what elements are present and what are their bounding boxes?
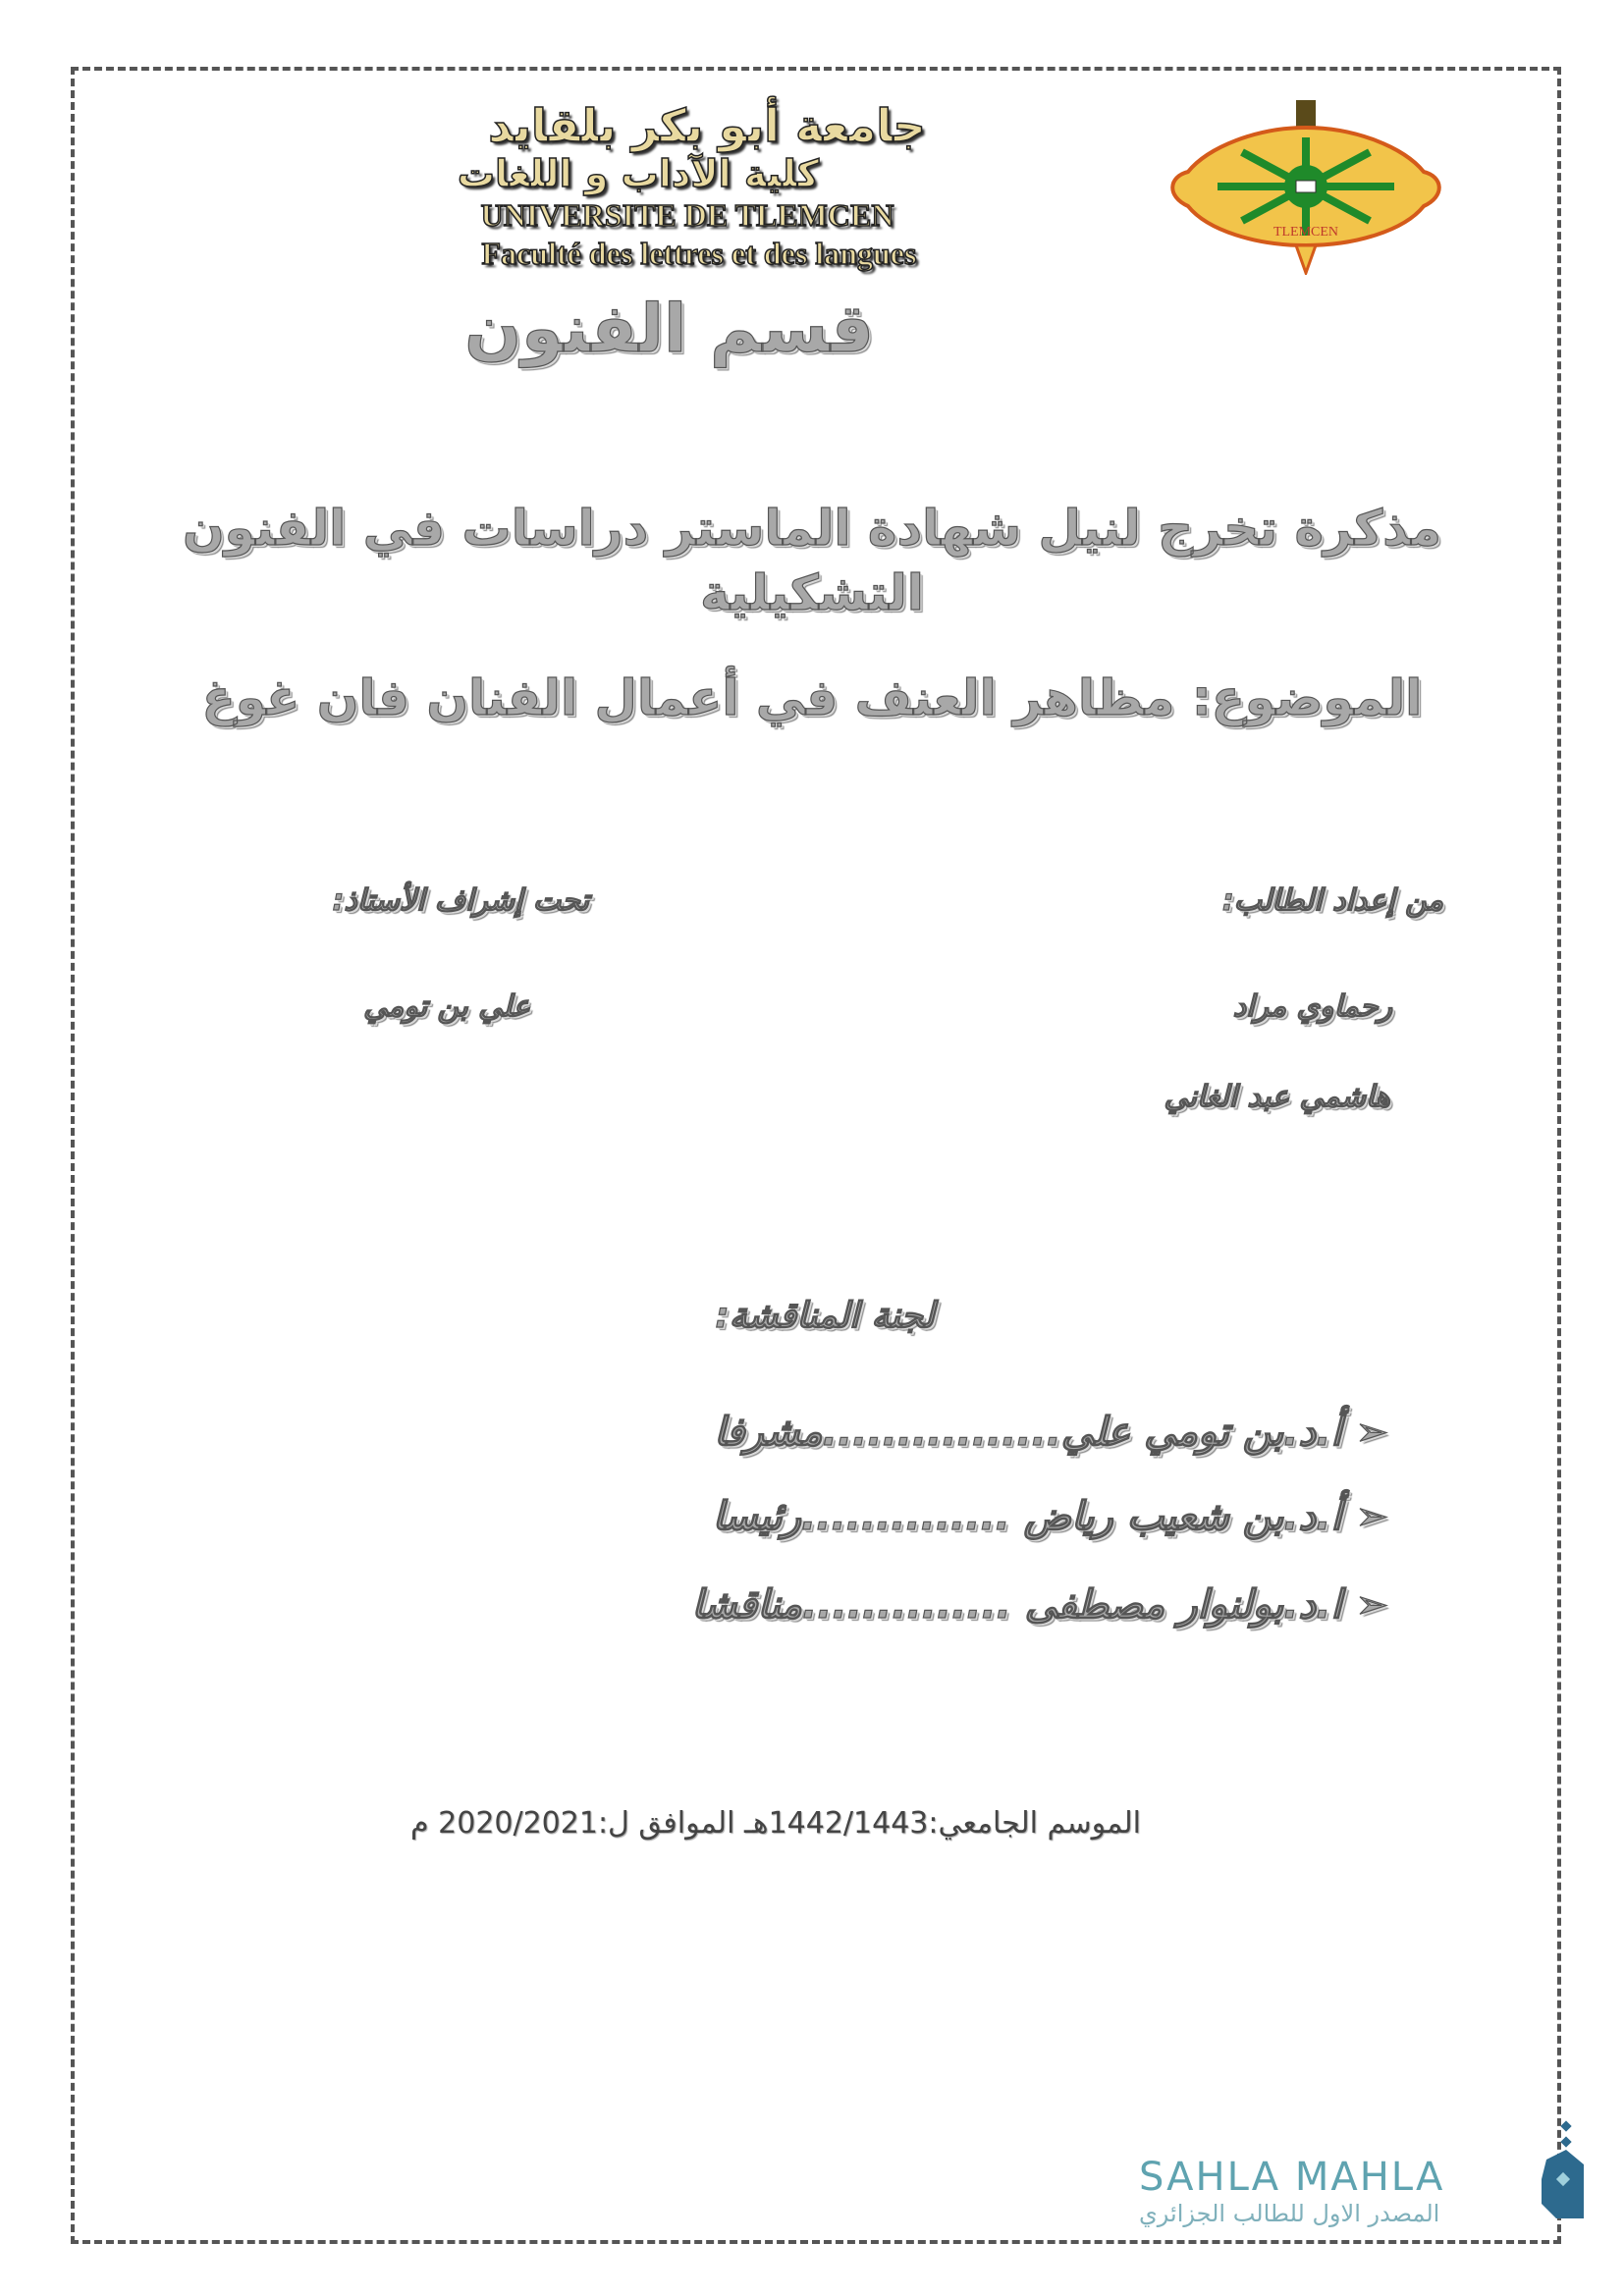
supervisor-label: تحت إشراف الأستاذ: <box>332 883 589 918</box>
committee-member: ➢ ا.د.بولنوار مصطفى ..............مناقشا <box>691 1582 1388 1628</box>
committee-label: لجنة المناقشة: <box>715 1296 935 1336</box>
sahla-mahla-watermark <box>1139 2155 1532 2227</box>
student-name: هاشمي عبد الغاني <box>1164 1080 1390 1114</box>
thesis-subject: الموضوع: مظاهر العنف في أعمال الفنان فان غوغ <box>201 669 1423 726</box>
sahla-mahla-logo-icon <box>1537 2120 1586 2228</box>
page-border <box>71 67 1561 2244</box>
faculty-name-ar: كلية الآداب و اللغات <box>457 152 820 195</box>
seal-text: TLEMCEN <box>1272 225 1339 240</box>
student-name: رحماوي مراد <box>1232 989 1392 1024</box>
bullet-arrow-icon: ➢ <box>1341 1582 1388 1628</box>
supervisor-name: علي بن تومي <box>363 989 530 1024</box>
thesis-title: مذكرة تخرج لنيل شهادة الماستر دراسات في الفنون التشكيلية <box>182 500 1441 621</box>
watermark-tagline: المصدر الاول للطالب الجزائري <box>1139 2200 1440 2227</box>
bullet-arrow-icon: ➢ <box>1341 1410 1388 1455</box>
university-name-fr: UNIVERSITE DE TLEMCEN <box>480 197 894 233</box>
department-title: قسم الفنون <box>464 291 874 368</box>
university-name-ar: جامعة أبو بكر بلقايد <box>488 99 926 152</box>
bullet-arrow-icon: ➢ <box>1341 1494 1388 1539</box>
watermark-brand: SAHLA MAHLA <box>1139 2155 1445 2200</box>
academic-season: الموسم الجامعي:1442/1443هـ الموافق ل:2020/2021 م <box>410 1806 1141 1841</box>
committee-member: ➢ أ.د.بن تومي علي................مشرفا <box>714 1410 1388 1455</box>
faculty-name-fr: Faculté des lettres et des langues <box>481 236 917 271</box>
university-seal-logo <box>1159 98 1453 275</box>
students-label: من إعداد الطالب: <box>1221 883 1443 918</box>
committee-member: ➢ أ.د.بن شعيب رياض ..............رئيسا <box>712 1494 1388 1539</box>
